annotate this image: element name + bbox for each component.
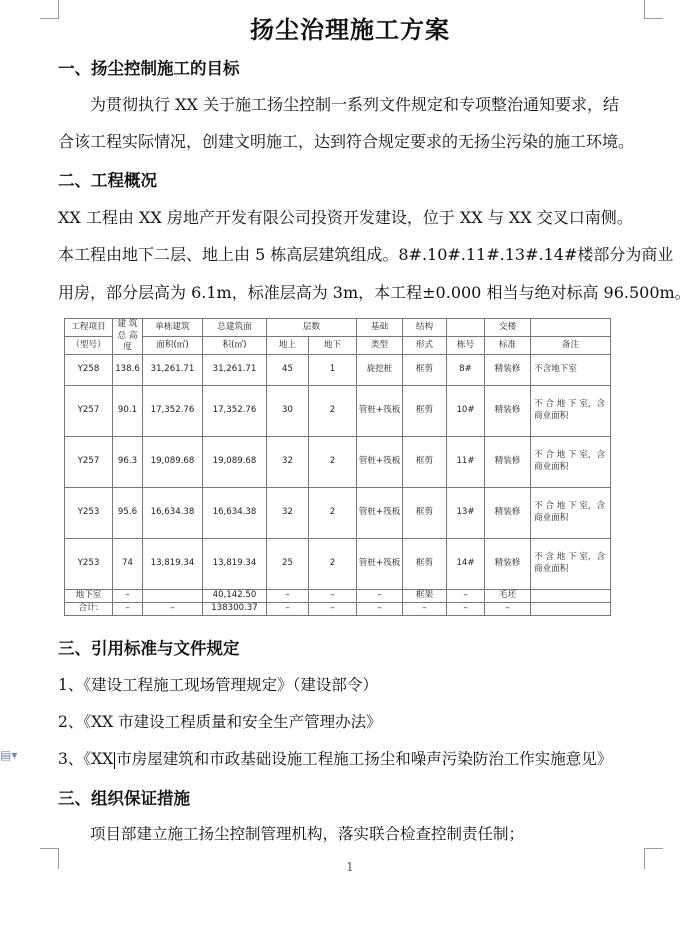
table-cell: 框剪 xyxy=(403,386,447,437)
header-single-area-unit: 面积(㎡) xyxy=(143,337,203,355)
header-remarks: 备注 xyxy=(531,337,611,355)
header-foundation: 基础 xyxy=(357,319,403,337)
table-cell: Y257 xyxy=(65,437,113,488)
paragraph-goal-line-1: 为贯彻执行 XX 关于施工扬尘控制一系列文件规定和专项整治通知要求，结 xyxy=(90,95,619,114)
table-cell: 2 xyxy=(309,488,357,539)
table-cell: 精装修 xyxy=(485,437,531,488)
table-cell: 31,261.71 xyxy=(143,355,203,386)
header-single-area: 单栋建筑 xyxy=(143,319,203,337)
header-standard: 标准 xyxy=(485,337,531,355)
table-cell: 2 xyxy=(309,437,357,488)
table-cell: 32 xyxy=(267,437,309,488)
header-above-ground: 地上 xyxy=(267,337,309,355)
table-cell: 13,819.34 xyxy=(143,539,203,590)
paragraph-overview-line-3: 用房，部分层高为 6.1m，标准层高为 3m，本工程±0.000 相当与绝对标高 96.500m。 xyxy=(58,283,691,302)
table-cell: 31,261.71 xyxy=(203,355,267,386)
paragraph-layout-icon[interactable]: ▤▾ xyxy=(0,748,18,762)
table-cell: Y257 xyxy=(65,386,113,437)
table-cell: 10# xyxy=(447,386,485,437)
table-row xyxy=(65,355,611,386)
table-cell: 19,089.68 xyxy=(143,437,203,488)
table-cell: 管桩+筏板 xyxy=(357,488,403,539)
table-row xyxy=(65,539,611,590)
table-cell: – xyxy=(267,590,309,603)
section-heading-overview: 二、工程概况 xyxy=(58,171,157,190)
table-cell: 不 含 地 下 室，含商业面积 xyxy=(531,539,611,590)
page-number: 1 xyxy=(346,860,354,874)
table-cell: 19,089.68 xyxy=(203,437,267,488)
document-title: 扬尘治理施工方案 xyxy=(250,15,450,44)
table-cell: 17,352.76 xyxy=(203,386,267,437)
reference-item-2: 2、《XX 市建设工程质量和安全生产管理办法》 xyxy=(58,713,382,731)
table-cell: 旋挖桩 xyxy=(357,355,403,386)
table-cell: 2 xyxy=(309,539,357,590)
table-cell: 合计: xyxy=(65,603,113,616)
paragraph-overview-line-1: XX 工程由 XX 房地产开发有限公司投资开发建设，位于 XX 与 XX 交叉口南侧。 xyxy=(58,208,633,227)
table-cell: 32 xyxy=(267,488,309,539)
table-cell xyxy=(531,590,611,603)
table-cell: 精装修 xyxy=(485,539,531,590)
table-cell: 138300.37 xyxy=(203,603,267,616)
paragraph-goal-line-2: 合该工程实际情况，创建文明施工，达到符合规定要求的无扬尘污染的施工环境。 xyxy=(58,132,635,151)
reference-item-3-part-a: 3、《XX xyxy=(58,750,114,768)
table-cell: 毛坯 xyxy=(485,590,531,603)
table-cell: – xyxy=(447,603,485,616)
header-structure-form: 形式 xyxy=(403,337,447,355)
table-cell: 地下室 xyxy=(65,590,113,603)
table-cell: 13# xyxy=(447,488,485,539)
table-cell: 管桩+筏板 xyxy=(357,386,403,437)
project-overview-table xyxy=(64,318,611,616)
header-foundation-type: 类型 xyxy=(357,337,403,355)
table-cell: 框剪 xyxy=(403,488,447,539)
section-heading-organization: 三、组织保证措施 xyxy=(58,789,190,808)
header-floors: 层数 xyxy=(267,319,357,337)
table-row xyxy=(65,437,611,488)
reference-item-3 xyxy=(58,747,612,769)
table-cell: – xyxy=(267,603,309,616)
table-cell: 45 xyxy=(267,355,309,386)
table-cell: 2 xyxy=(309,386,357,437)
table-cell: 框剪 xyxy=(403,437,447,488)
table-cell: – xyxy=(113,590,143,603)
table-cell: 框架 xyxy=(403,590,447,603)
table-cell xyxy=(531,603,611,616)
table-cell: 95.6 xyxy=(113,488,143,539)
paragraph-organization: 项目部建立施工扬尘控制管理机构，落实联合检查控制责任制； xyxy=(90,825,525,843)
table-cell: 30 xyxy=(267,386,309,437)
table-cell: 管桩+筏板 xyxy=(357,539,403,590)
table-cell: 13,819.34 xyxy=(203,539,267,590)
header-blank-2 xyxy=(531,319,611,337)
section-heading-standards: 三、引用标准与文件规定 xyxy=(58,639,240,658)
table-cell: 精装修 xyxy=(485,386,531,437)
table-cell: 74 xyxy=(113,539,143,590)
table-cell: 精装修 xyxy=(485,355,531,386)
table-cell: – xyxy=(113,603,143,616)
table-cell: – xyxy=(357,603,403,616)
table-cell: Y253 xyxy=(65,539,113,590)
table-cell: 管桩+筏板 xyxy=(357,437,403,488)
table-cell: 16,634.38 xyxy=(143,488,203,539)
table-cell: 25 xyxy=(267,539,309,590)
table-cell: 不 合 地 下 室，含商业面积 xyxy=(531,488,611,539)
table-cell: 96.3 xyxy=(113,437,143,488)
table-cell: – xyxy=(447,590,485,603)
header-delivery: 交楼 xyxy=(485,319,531,337)
header-project: 工程项目 xyxy=(65,319,113,337)
table-cell: 16,634.38 xyxy=(203,488,267,539)
header-total-area-unit: 积(㎡) xyxy=(203,337,267,355)
table-cell: – xyxy=(485,603,531,616)
table-cell xyxy=(143,590,203,603)
reference-item-1: 1、《建设工程施工现场管理规定》（建设部令） xyxy=(58,676,378,694)
table-cell: 不含地下室 xyxy=(531,355,611,386)
header-underground: 地下 xyxy=(309,337,357,355)
table-cell: 精装修 xyxy=(485,488,531,539)
table-cell: 框剪 xyxy=(403,355,447,386)
header-total-area: 总建筑面 xyxy=(203,319,267,337)
table-cell: 8# xyxy=(447,355,485,386)
table-row-basement xyxy=(65,590,611,603)
table-cell: 90.1 xyxy=(113,386,143,437)
paragraph-overview-line-2: 本工程由地下二层、地上由 5 栋高层建筑组成。8#.10#.11#.13#.14#楼部分为商业 xyxy=(58,245,674,264)
header-structure: 结构 xyxy=(403,319,447,337)
table-cell: 1 xyxy=(309,355,357,386)
header-blank xyxy=(447,319,485,337)
table-cell: – xyxy=(403,603,447,616)
table-cell: 138.6 xyxy=(113,355,143,386)
table-cell: 不 合 地 下 室，含商业面积 xyxy=(531,437,611,488)
table-cell: 不 合 地 下 室，含商业面积 xyxy=(531,386,611,437)
table-row xyxy=(65,386,611,437)
header-height: 建 筑 总 高 度 xyxy=(113,319,143,355)
table-row xyxy=(65,488,611,539)
header-model: （型号） xyxy=(65,337,113,355)
table-cell: Y253 xyxy=(65,488,113,539)
table-cell: 11# xyxy=(447,437,485,488)
table-cell: Y258 xyxy=(65,355,113,386)
table-cell: 框剪 xyxy=(403,539,447,590)
header-building-no: 栋号 xyxy=(447,337,485,355)
table-row-total xyxy=(65,603,611,616)
section-heading-goal: 一、扬尘控制施工的目标 xyxy=(58,59,240,78)
table-cell: 17,352.76 xyxy=(143,386,203,437)
table-cell: 14# xyxy=(447,539,485,590)
reference-item-3-part-b: 市房屋建筑和市政基础设施工程施工扬尘和噪声污染防治工作实施意见》 xyxy=(116,750,613,768)
table-cell: – xyxy=(357,590,403,603)
table-cell: 40,142.50 xyxy=(203,590,267,603)
table-cell: – xyxy=(143,603,203,616)
table-cell: – xyxy=(309,590,357,603)
table-cell: – xyxy=(309,603,357,616)
